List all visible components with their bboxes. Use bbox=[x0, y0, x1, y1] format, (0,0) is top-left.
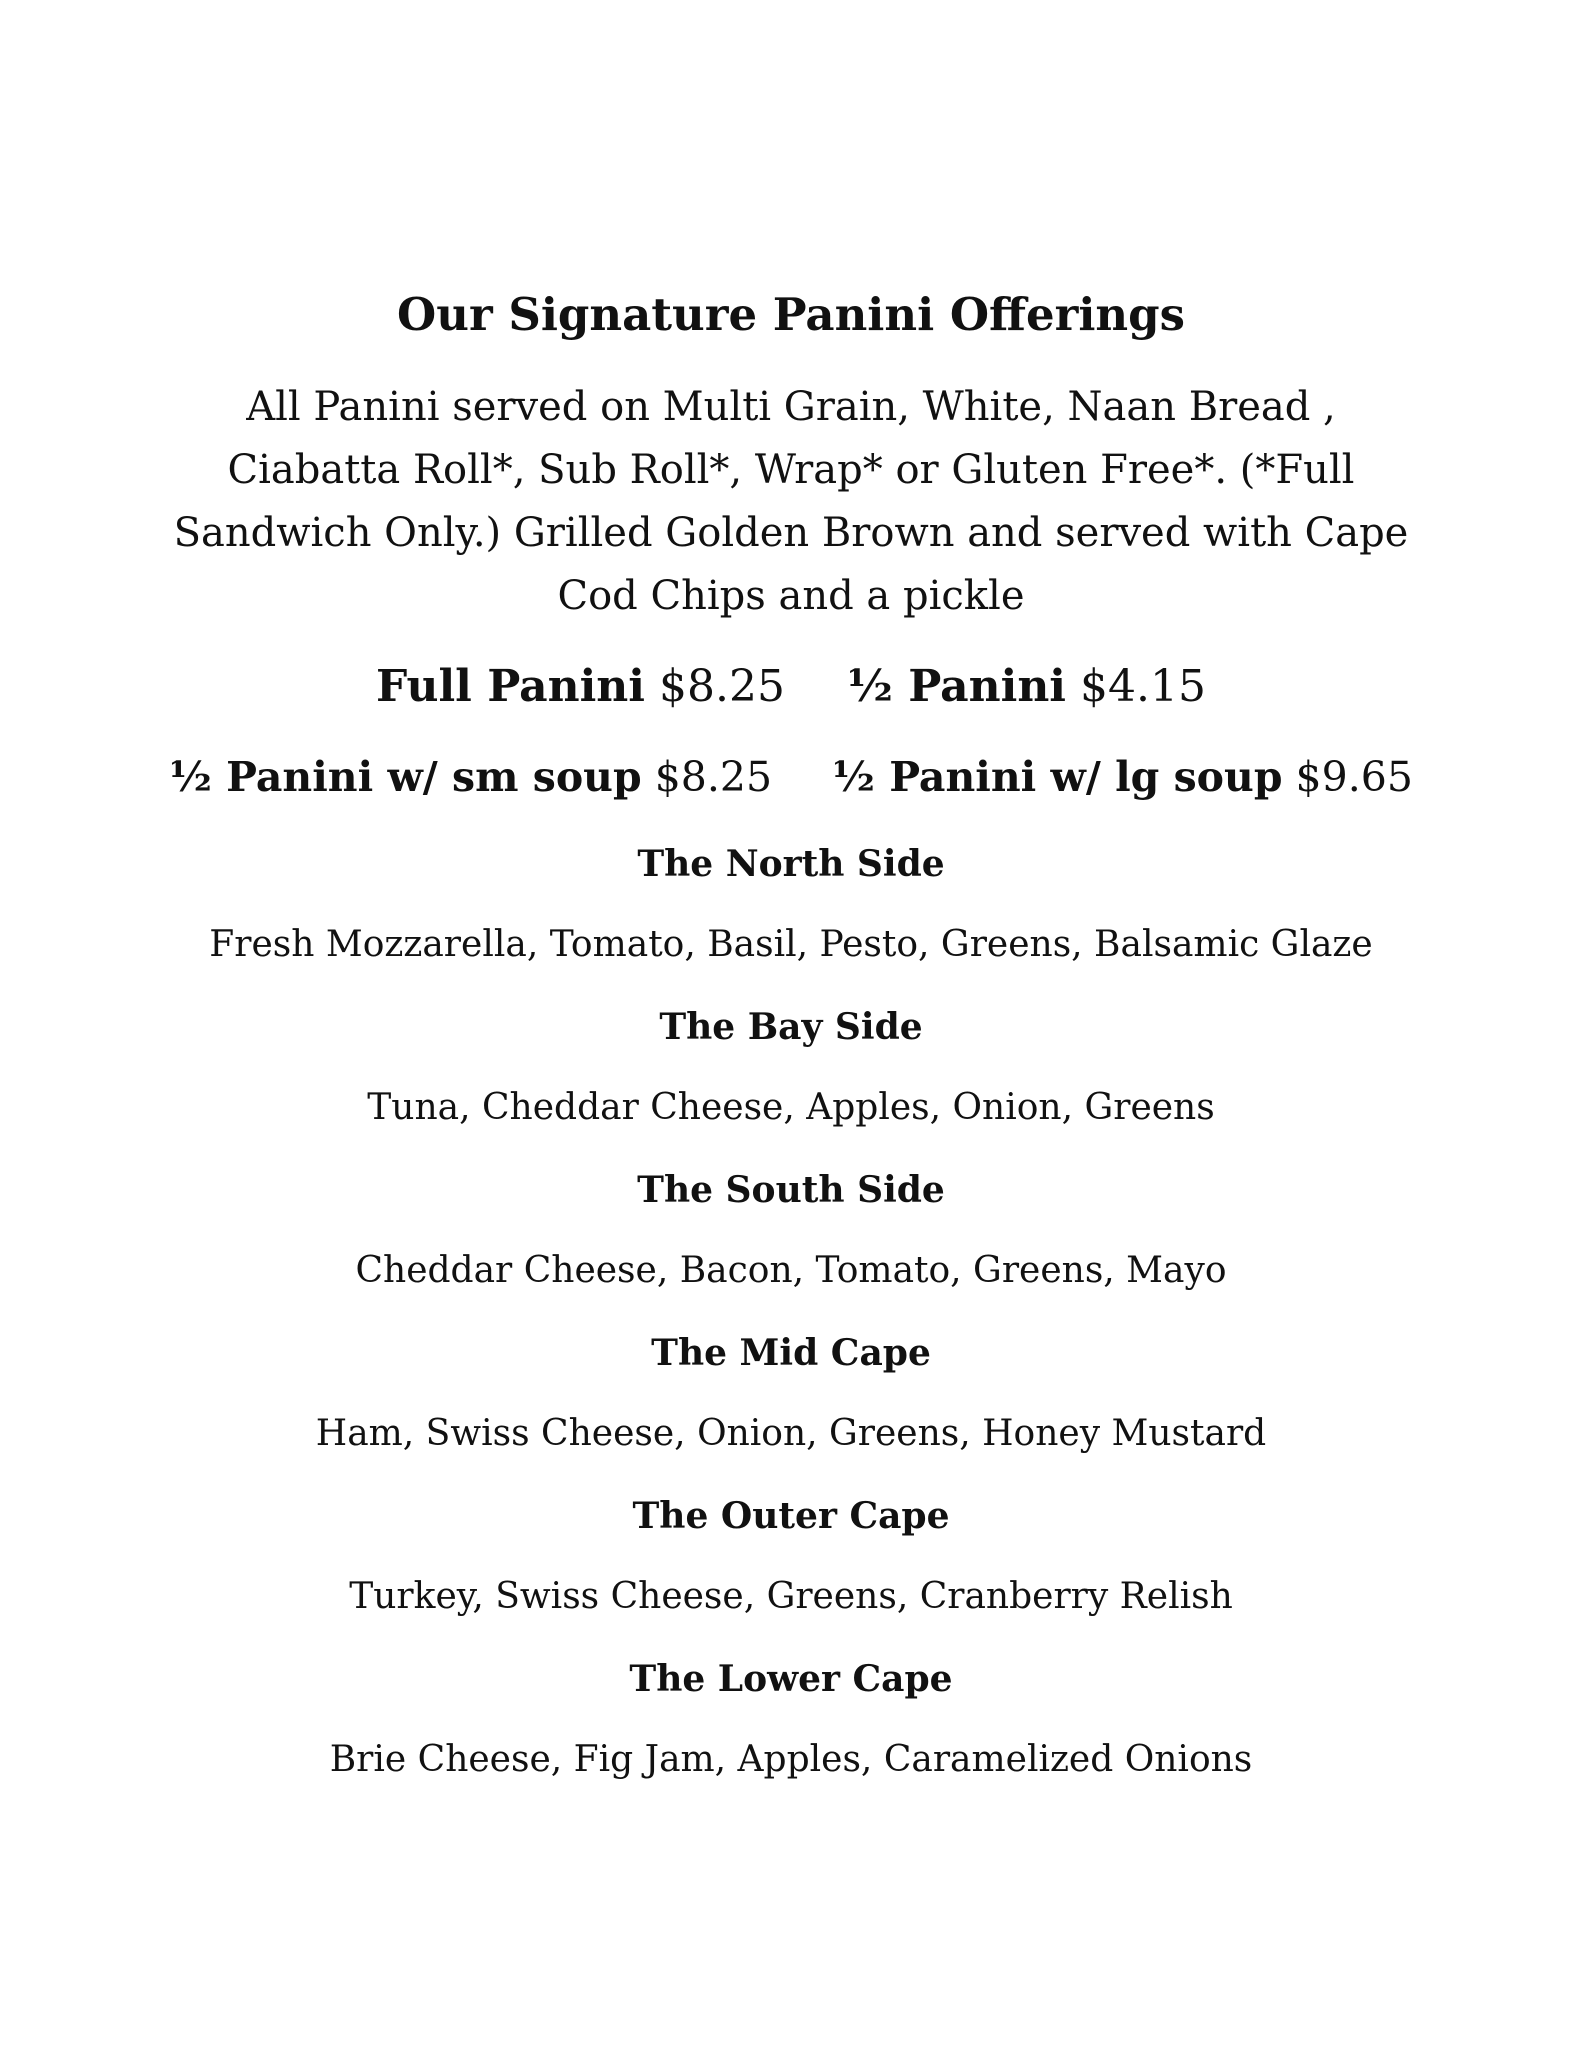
menu-item-name: The North Side bbox=[637, 843, 945, 885]
price-row-soup-combos bbox=[0, 753, 1582, 801]
menu-item-ingredients: Brie Cheese, Fig Jam, Apples, Caramelized Onions bbox=[329, 1739, 1253, 1780]
menu-description-line: Cod Chips and a pickle bbox=[557, 573, 1025, 619]
menu-item-name: The Bay Side bbox=[659, 1006, 923, 1048]
menu-description-line: Ciabatta Roll*, Sub Roll*, Wrap* or Gluten Free*. (*Full bbox=[227, 447, 1355, 493]
menu-item-name: The Outer Cape bbox=[632, 1495, 950, 1537]
half-panini-lg-soup-price: $9.65 bbox=[1295, 753, 1413, 801]
half-panini-lg-soup-label: ½ Panini w/ lg soup bbox=[832, 753, 1283, 801]
menu-description-line: Sandwich Only.) Grilled Golden Brown and served with Cape bbox=[173, 510, 1409, 556]
menu-title: Our Signature Panini Offerings bbox=[397, 288, 1185, 341]
full-panini-label: Full Panini bbox=[375, 661, 646, 712]
menu-item-ingredients: Turkey, Swiss Cheese, Greens, Cranberry Relish bbox=[349, 1576, 1233, 1617]
half-panini-price: $4.15 bbox=[1080, 661, 1206, 712]
full-panini-price: $8.25 bbox=[659, 661, 785, 712]
menu-item-name: The South Side bbox=[637, 1169, 945, 1211]
menu-item-ingredients: Fresh Mozzarella, Tomato, Basil, Pesto, Greens, Balsamic Glaze bbox=[209, 924, 1373, 965]
menu-item-ingredients: Cheddar Cheese, Bacon, Tomato, Greens, Mayo bbox=[355, 1250, 1227, 1291]
half-panini-label: ½ Panini bbox=[846, 661, 1067, 712]
menu-item-name: The Lower Cape bbox=[629, 1658, 953, 1700]
menu-item-name: The Mid Cape bbox=[651, 1332, 931, 1374]
half-panini-sm-soup-label: ½ Panini w/ sm soup bbox=[169, 753, 642, 801]
price-row-panini bbox=[0, 661, 1582, 712]
half-panini-sm-soup-price: $8.25 bbox=[654, 753, 773, 801]
menu-item-ingredients: Ham, Swiss Cheese, Onion, Greens, Honey Mustard bbox=[315, 1413, 1267, 1454]
menu-item-ingredients: Tuna, Cheddar Cheese, Apples, Onion, Greens bbox=[367, 1087, 1215, 1128]
menu-description-line: All Panini served on Multi Grain, White, Naan Bread , bbox=[246, 384, 1336, 430]
